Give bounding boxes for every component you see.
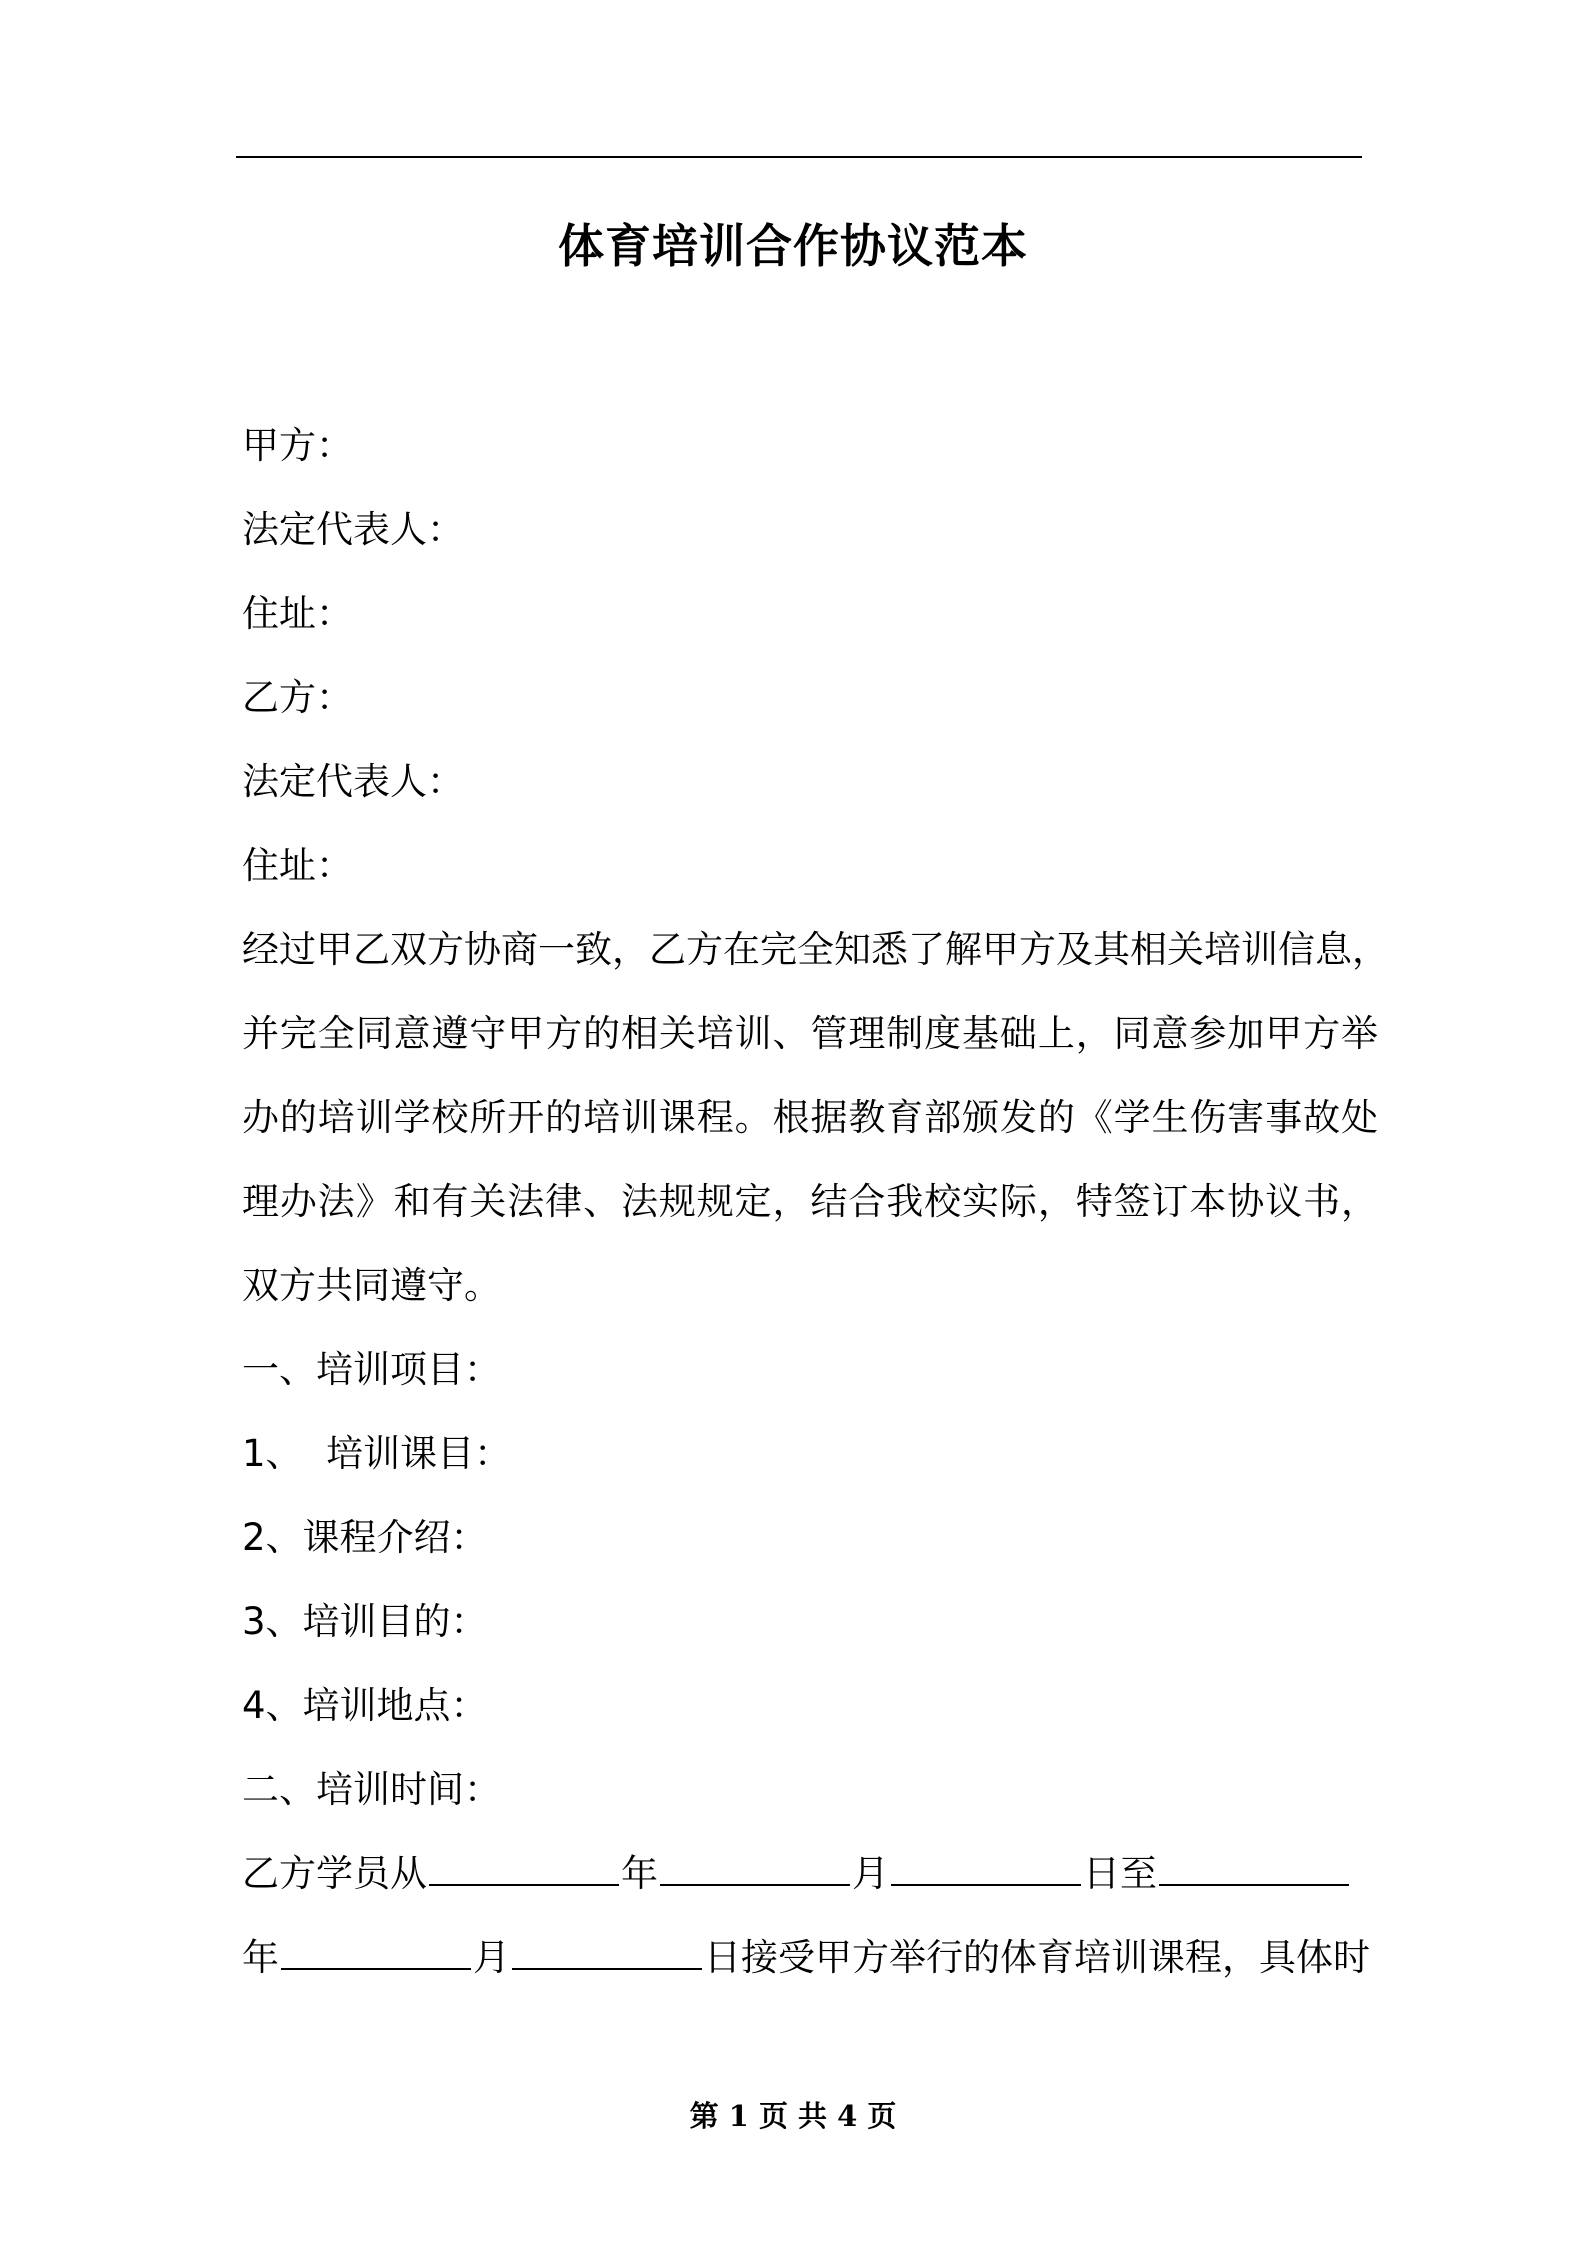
section-heading-training-items: 一、培训项目： (242, 1348, 501, 1391)
page-footer: 第 1 页 共 4 页 (689, 2099, 897, 2133)
training-item-location: 4、培训地点： (242, 1684, 488, 1727)
intro-paragraph-line: 并完全同意遵守甲方的相关培训、管理制度基础上，同意参加甲方举 (242, 1012, 1378, 1055)
party-b-field: 乙方： (242, 676, 353, 719)
year-label: 年 (242, 1936, 279, 1979)
training-item-purpose: 3、培训目的： (242, 1600, 488, 1643)
party-b-representative-field: 法定代表人： (242, 760, 464, 803)
month-label: 月 (473, 1936, 510, 1979)
party-a-address-field: 住址： (242, 592, 353, 635)
training-time-line (242, 1916, 1392, 2000)
end-day-blank (512, 1938, 702, 1970)
time-suffix: 日接受甲方举行的体育培训课程，具体时 (704, 1936, 1370, 1979)
intro-paragraph-line: 理办法》和有关法律、法规规定，结合我校实际，特签订本协议书， (242, 1180, 1378, 1223)
party-a-field: 甲方： (242, 424, 353, 467)
start-year-blank (429, 1854, 619, 1886)
training-item-subject: 1、 培训课目： (242, 1432, 512, 1475)
start-month-blank (660, 1854, 850, 1886)
document-body (242, 404, 1392, 2000)
intro-paragraph-line: 办的培训学校所开的培训课程。根据教育部颁发的《学生伤害事故处 (242, 1096, 1378, 1139)
document-title: 体育培训合作协议范本 (558, 219, 1028, 273)
end-year-blank (1159, 1854, 1349, 1886)
start-day-blank (891, 1854, 1081, 1886)
party-b-address-field: 住址： (242, 844, 353, 887)
intro-paragraph-line: 双方共同遵守。 (242, 1264, 501, 1307)
month-label: 月 (852, 1852, 889, 1895)
year-label: 年 (621, 1852, 658, 1895)
training-item-course-intro: 2、课程介绍： (242, 1516, 488, 1559)
time-prefix: 乙方学员从 (242, 1852, 427, 1895)
party-a-representative-field: 法定代表人： (242, 508, 464, 551)
end-month-blank (281, 1938, 471, 1970)
day-to-label: 日至 (1083, 1852, 1157, 1895)
intro-paragraph-line: 经过甲乙双方协商一致，乙方在完全知悉了解甲方及其相关培训信息， (242, 928, 1389, 971)
header-rule (236, 156, 1362, 158)
training-time-line (242, 1832, 1392, 1916)
section-heading-training-time: 二、培训时间： (242, 1768, 501, 1811)
